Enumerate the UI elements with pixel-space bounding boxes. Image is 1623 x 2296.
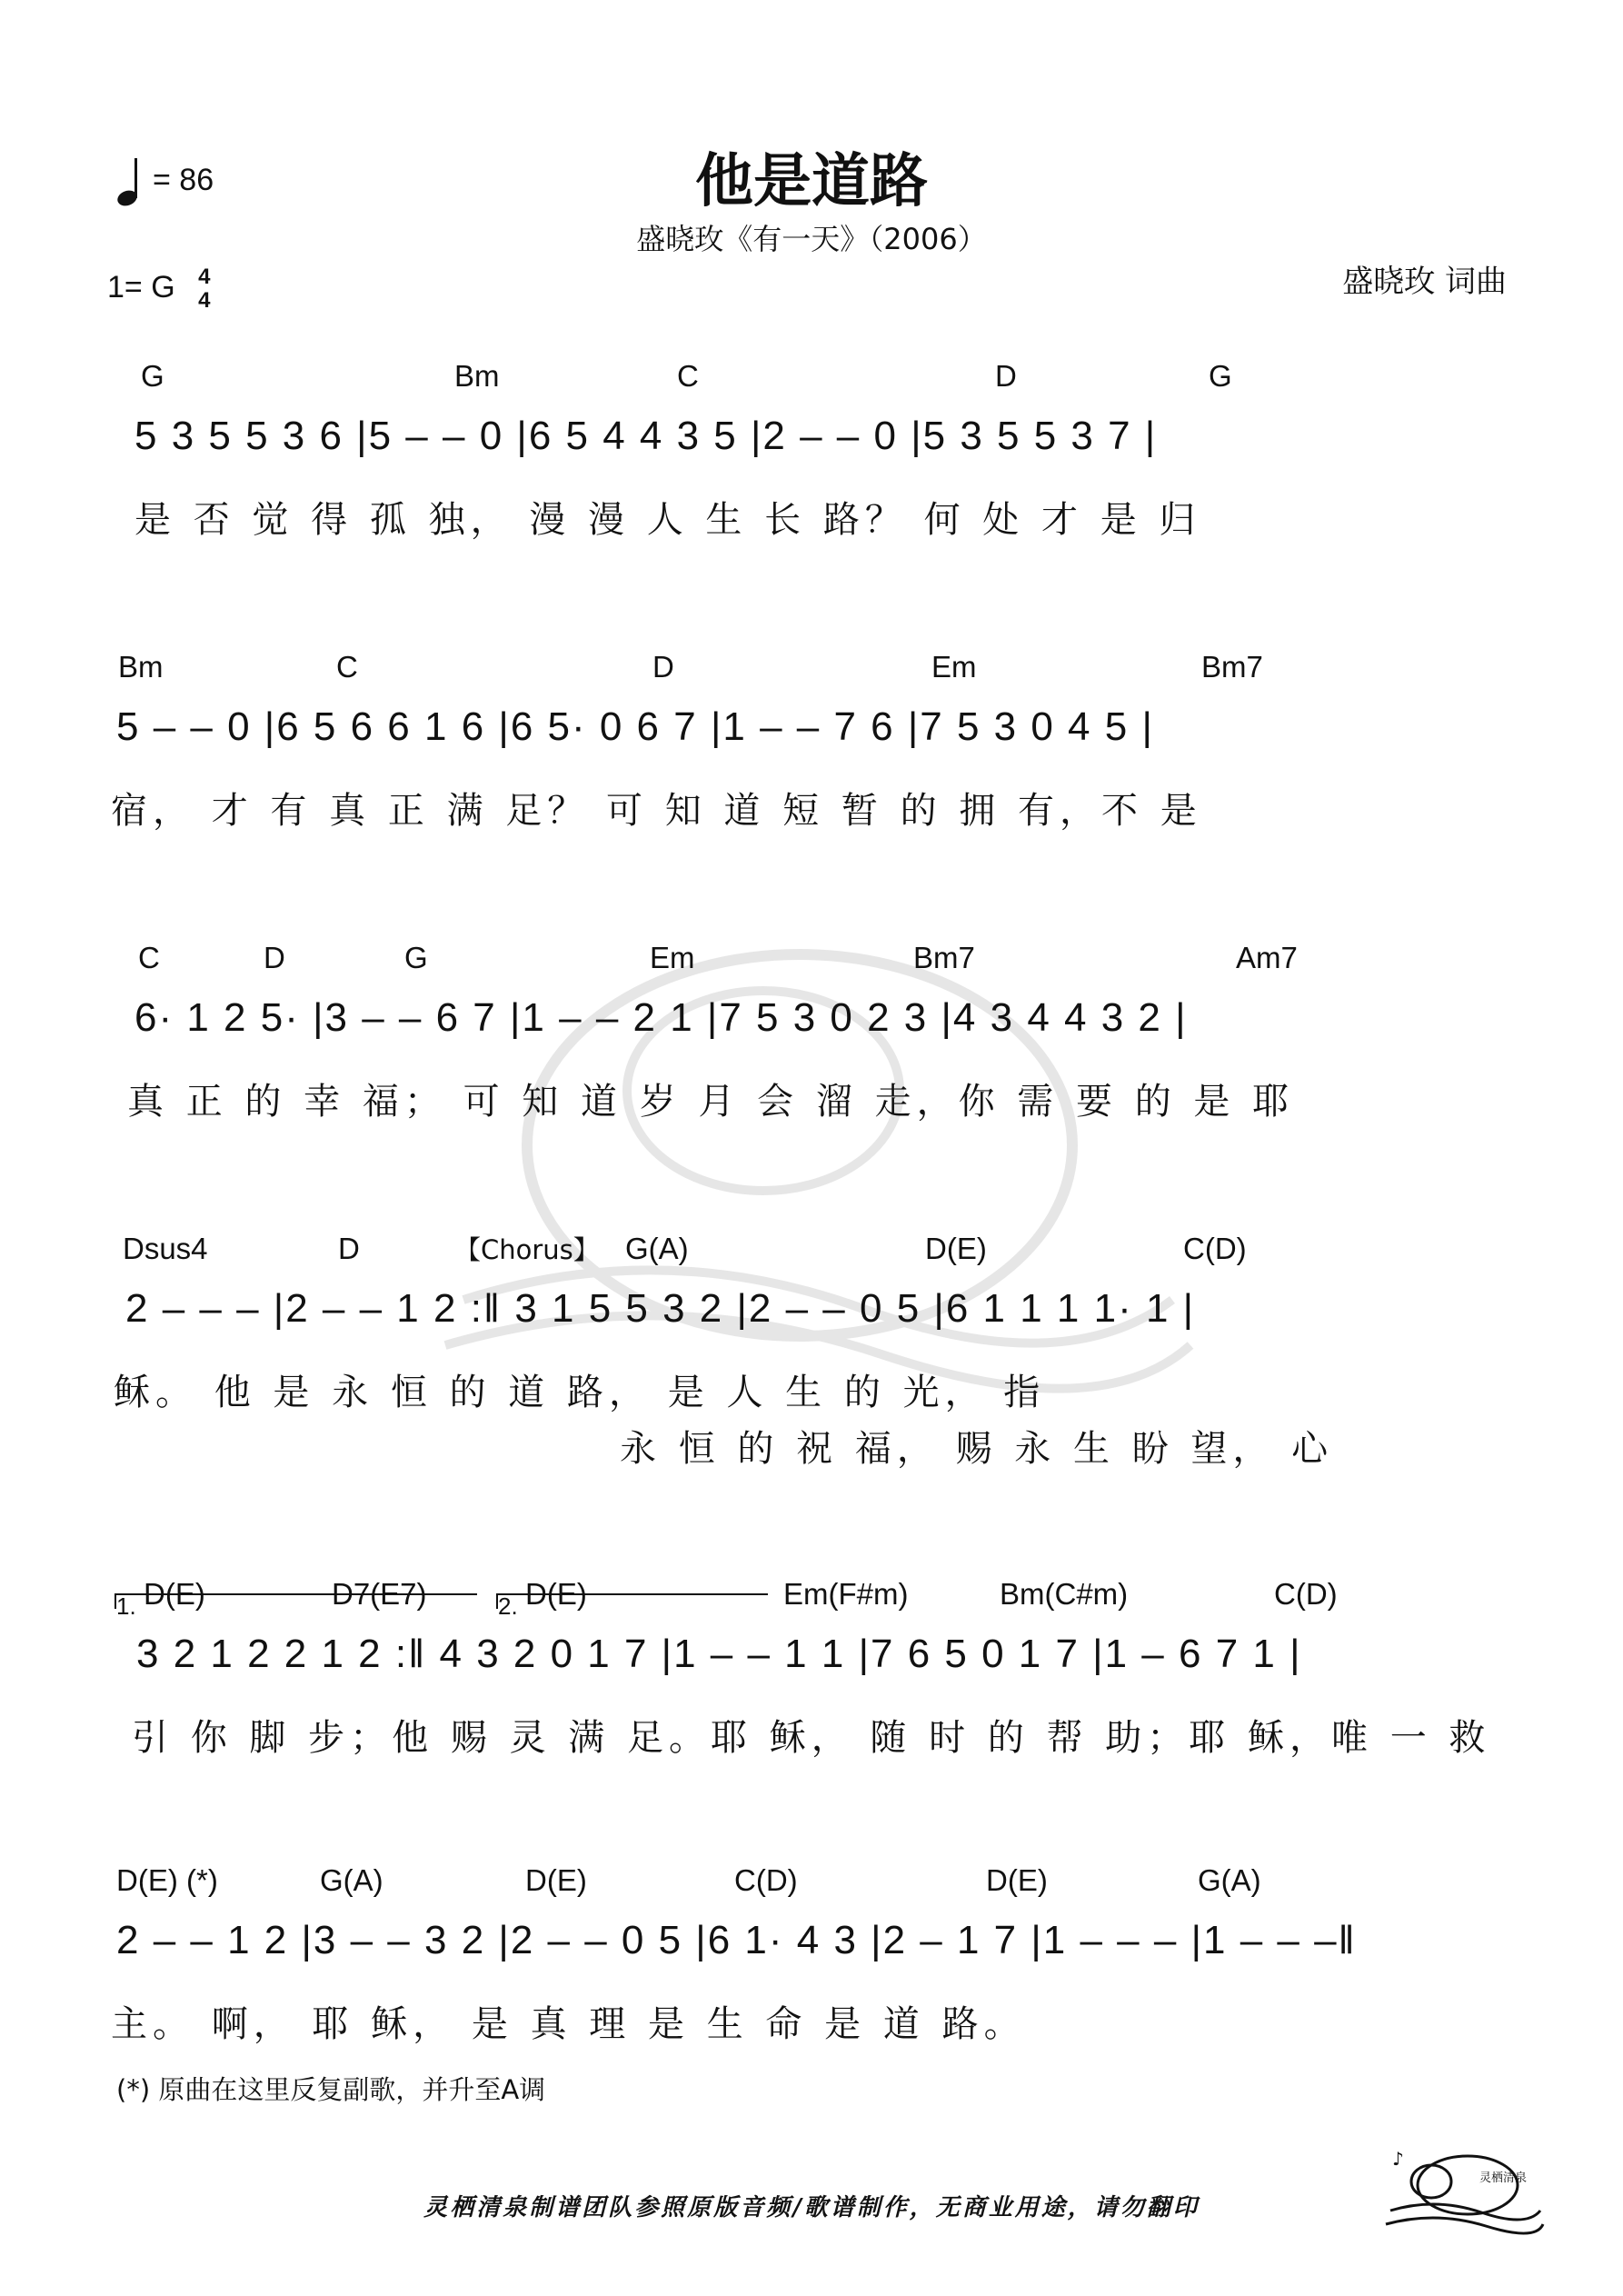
chord: C xyxy=(336,650,358,684)
lyric-line: 真 正 的 幸 福； 可 知 道 岁 月 会 溜 走，你 需 要 的 是 耶 xyxy=(127,1081,1295,1123)
ending-brackets-icon xyxy=(114,1592,777,1611)
tempo-mark xyxy=(116,156,214,207)
time-signature xyxy=(198,265,210,313)
chord: C(D) xyxy=(1274,1577,1338,1611)
chord: G(A) xyxy=(1198,1863,1261,1897)
chord: D(E) xyxy=(525,1577,587,1611)
lyric-line-verse-2: 永 恒 的 祝 福， 赐 永 生 盼 望， 心 xyxy=(620,1428,1334,1470)
time-signature-top: 4 xyxy=(198,265,211,289)
chord: D(E) xyxy=(525,1863,587,1897)
notation-line: 2 – – 1 2 |3 – – 3 2 |2 – – 0 5 |6 1· 4 3 |2 – 1 7 |1 – – – |1 – – –‖ xyxy=(116,1918,1357,1962)
chord: D(E) xyxy=(925,1232,987,1265)
chord: C(D) xyxy=(1183,1232,1247,1265)
chord: Em xyxy=(931,650,977,684)
quarter-note-icon xyxy=(116,156,144,207)
chord: D xyxy=(264,941,285,974)
song-subtitle: 盛晓玫《有一天》（2006） xyxy=(636,222,987,256)
notation-line: 6· 1 2 5· |3 – – 6 7 |1 – – 2 1 |7 5 3 0 2 3 |4 3 4 4 3 2 | xyxy=(134,995,1188,1040)
chord: D(E) xyxy=(986,1863,1048,1897)
sheep-logo-icon xyxy=(1381,2138,1545,2238)
chord: D xyxy=(995,359,1017,393)
chorus-label: 【Chorus】 xyxy=(454,1234,600,1265)
notation-line: 5 3 5 5 3 6 |5 – – 0 |6 5 4 4 3 5 |2 – – 0 |5 3 5 5 3 7 | xyxy=(134,414,1158,458)
svg-text:♪: ♪ xyxy=(1392,2148,1404,2170)
lyric-line: 宿， 才 有 真 正 满 足？ 可 知 道 短 暂 的 拥 有，不 是 xyxy=(111,790,1202,832)
chord: Bm(C#m) xyxy=(1000,1577,1129,1611)
time-signature-bottom: 4 xyxy=(198,288,211,313)
chord: Bm7 xyxy=(1201,650,1263,684)
song-title: 他是道路 xyxy=(695,148,928,215)
chord: D7(E7) xyxy=(332,1577,427,1611)
chord: G xyxy=(141,359,164,393)
key-label: 1= G xyxy=(107,269,175,304)
chord: C xyxy=(138,941,160,974)
footnote: (*) 原曲在这里反复副歌，并升至A调 xyxy=(116,2074,546,2105)
tempo-value: = 86 xyxy=(153,162,214,197)
chord: Bm xyxy=(454,359,500,393)
chord: D(E) (*) xyxy=(116,1863,218,1897)
ending-bracket-2: 2. xyxy=(498,1592,518,1620)
key-signature xyxy=(107,265,210,313)
chord: C xyxy=(677,359,699,393)
copyright-footer: 灵栖清泉制谱团队参照原版音频/歌谱制作，无商业用途，请勿翻印 xyxy=(423,2194,1200,2221)
chord: Em(F#m) xyxy=(783,1577,909,1611)
ending-bracket-1: 1. xyxy=(116,1592,136,1620)
chord: Bm7 xyxy=(913,941,975,974)
watermark-sheep-icon xyxy=(391,909,1209,1418)
notation-line: 5 – – 0 |6 5 6 6 1 6 |6 5· 0 6 7 |1 – – 7 6 |7 5 3 0 4 5 | xyxy=(116,704,1154,749)
author-credit: 盛晓玫 词曲 xyxy=(1342,264,1507,300)
notation-line: 2 – – – |2 – – 1 2 :‖ 3 1 5 5 3 2 |2 – – 0 5 |6 1 1 1 1· 1 | xyxy=(125,1286,1196,1331)
lyric-line: 主。 啊， 耶 稣， 是 真 理 是 生 命 是 道 路。 xyxy=(111,2003,1026,2045)
chord: C(D) xyxy=(734,1863,798,1897)
lyric-line: 引 你 脚 步；他 赐 灵 满 足。耶 稣， 随 时 的 帮 助；耶 稣，唯 一 救 xyxy=(132,1717,1491,1759)
chord: Em xyxy=(650,941,695,974)
lyric-line: 是 否 觉 得 孤 独， 漫 漫 人 生 长 路？ 何 处 才 是 归 xyxy=(134,499,1201,541)
chord: G(A) xyxy=(625,1232,689,1265)
chord: Am7 xyxy=(1236,941,1298,974)
logo-text: 灵栖清泉 xyxy=(1479,2171,1528,2185)
chord: D xyxy=(652,650,674,684)
chord: Bm xyxy=(118,650,164,684)
chord: D xyxy=(338,1232,360,1265)
lyric-line: 稣。 他 是 永 恒 的 道 路， 是 人 生 的 光， 指 xyxy=(114,1372,1046,1413)
notation-line: 3 2 1 2 2 1 2 :‖ 4 3 2 0 1 7 |1 – – 1 1 |7 6 5 0 1 7 |1 – 6 7 1 | xyxy=(136,1632,1302,1676)
chord: Dsus4 xyxy=(123,1232,208,1265)
chord: G xyxy=(404,941,428,974)
chord: D(E) xyxy=(144,1577,205,1611)
chord: G xyxy=(1209,359,1232,393)
chord: G(A) xyxy=(320,1863,383,1897)
